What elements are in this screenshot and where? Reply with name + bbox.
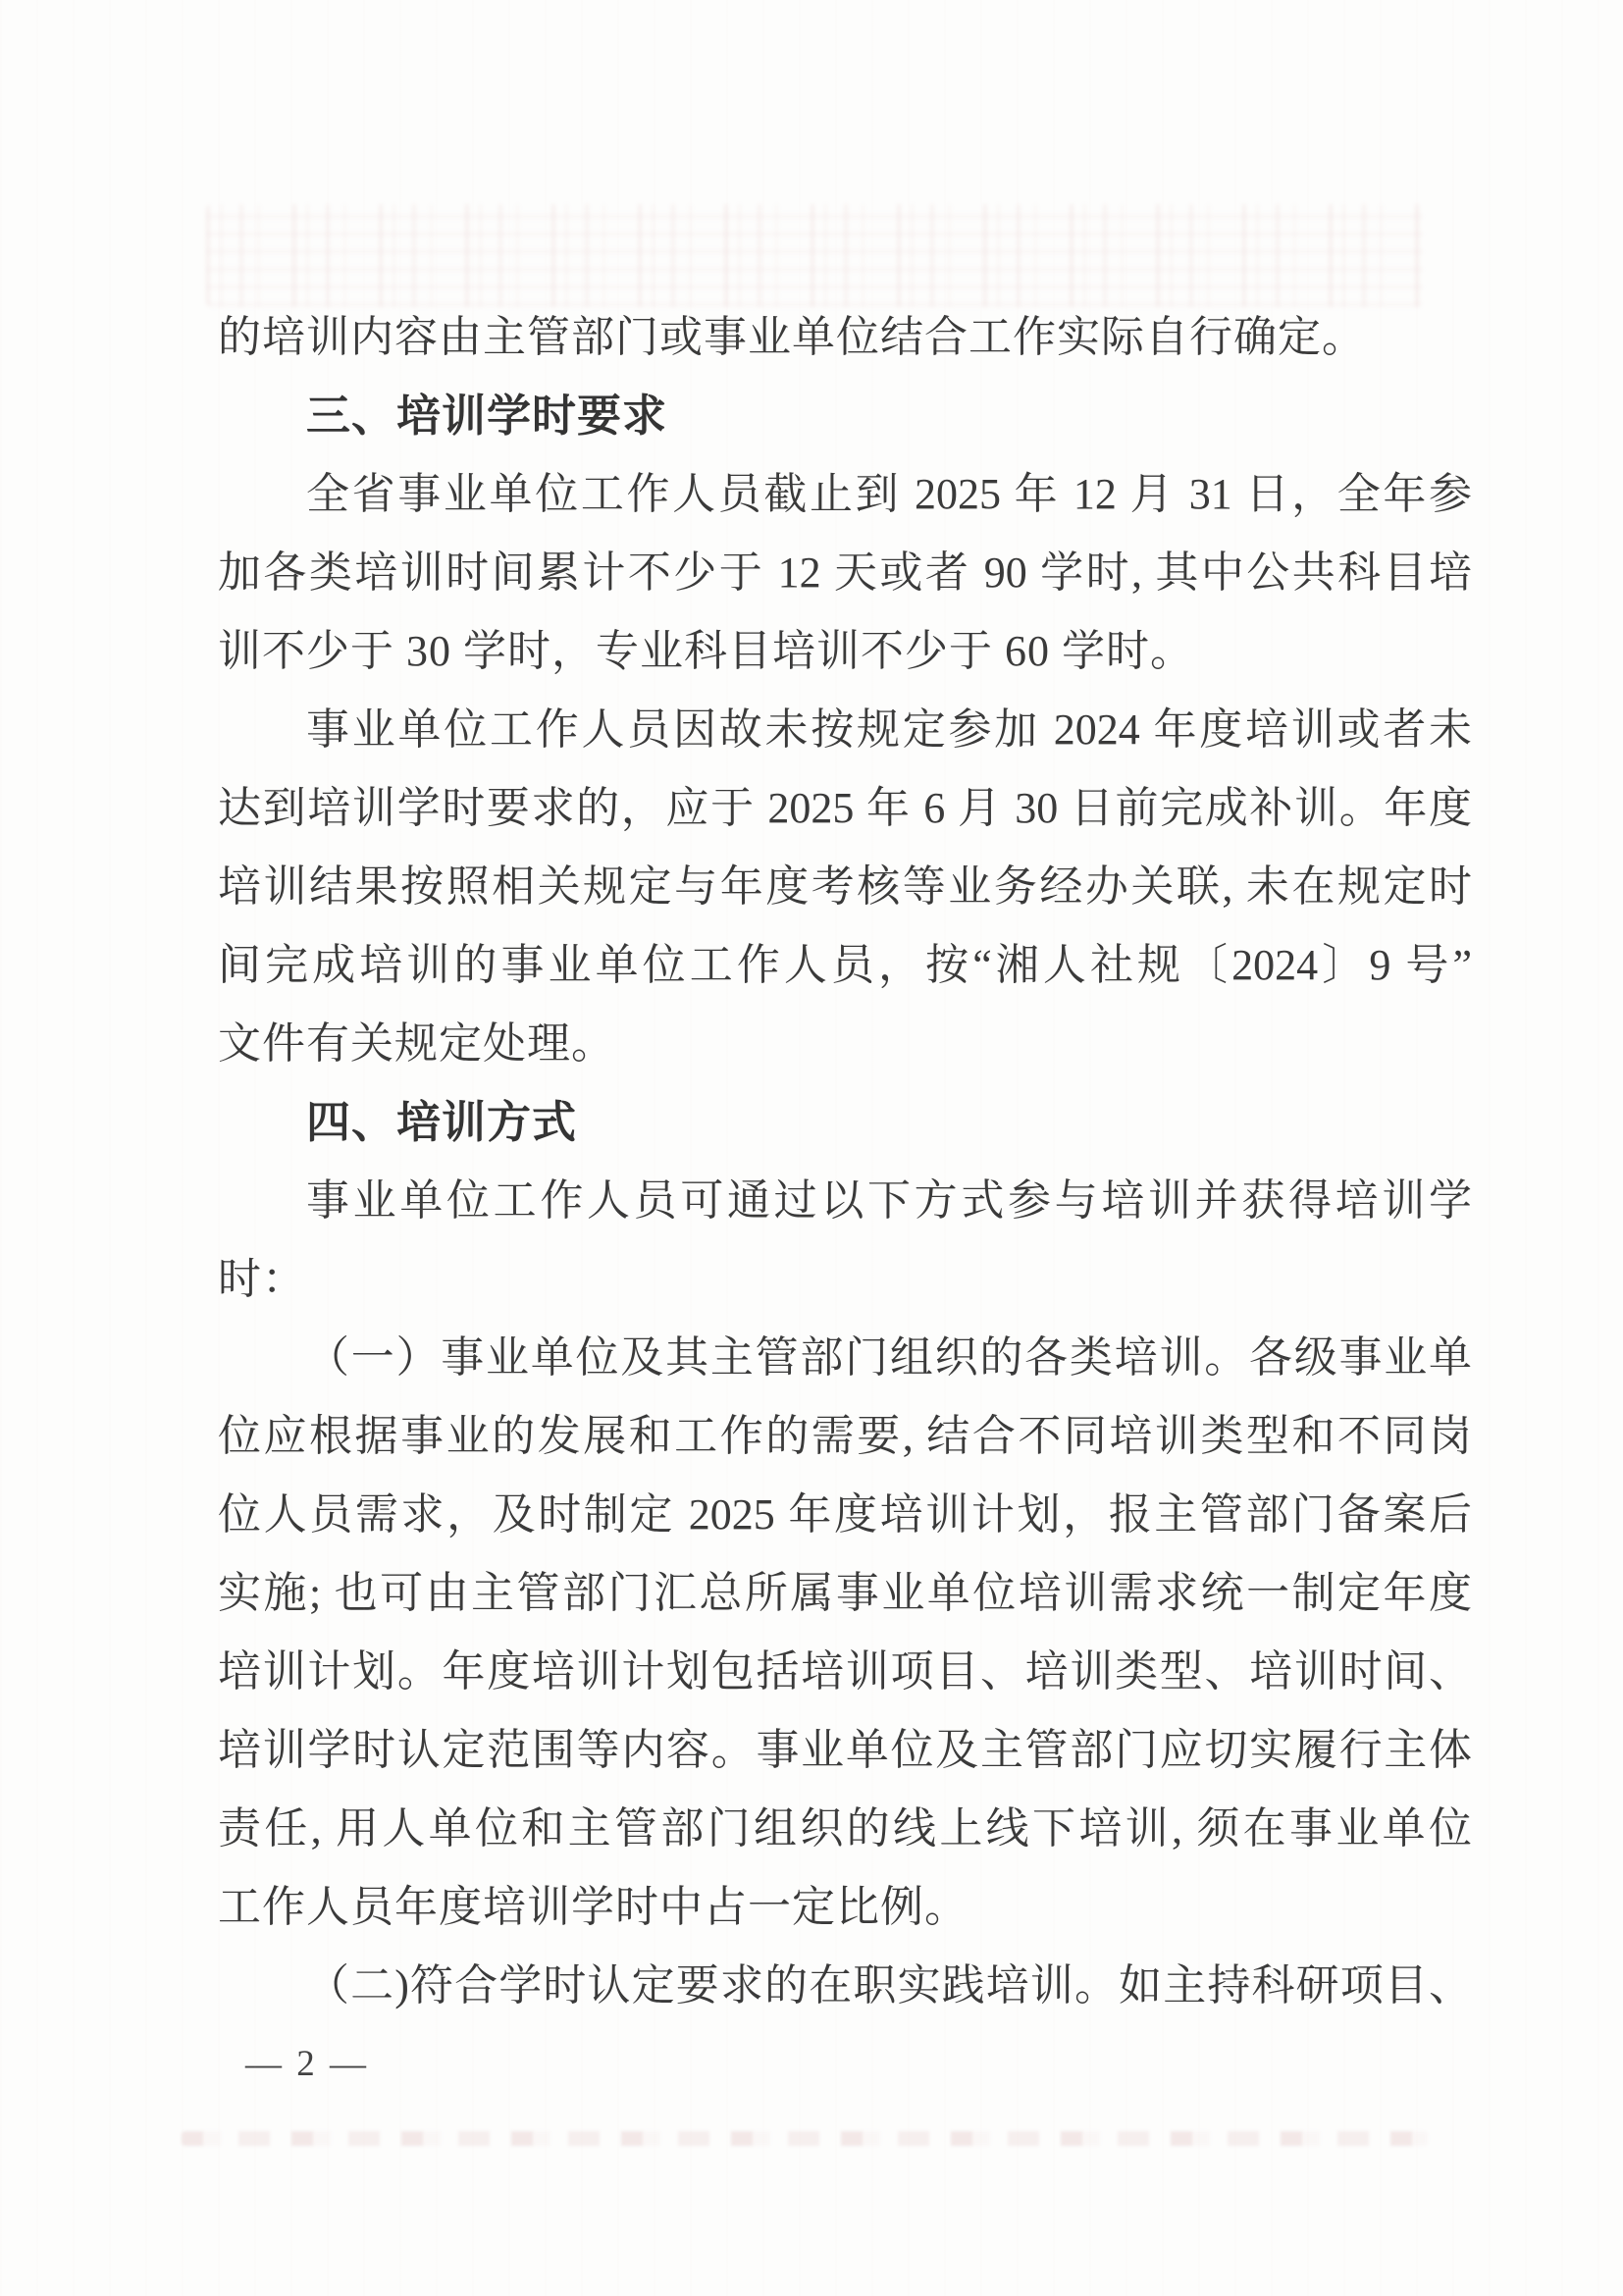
text-line: （二)符合学时认定要求的在职实践培训。如主持科研项目、 [306,1961,1472,2009]
document-body [218,298,1472,2025]
text-line: 事业单位工作人员因故未按规定参加 2024 年度培训或者未 [306,705,1472,754]
bleed-through-watermark [206,204,1423,307]
section-heading-4: 四、培训方式 [306,1097,578,1147]
text-line: 训不少于 30 学时，专业科目培训不少于 60 学时。 [218,627,1194,675]
text-line: 事业单位工作人员可通过以下方式参与培训并获得培训学 [306,1176,1472,1225]
page-number: — 2 — [245,2044,369,2084]
text-line: 间完成培训的事业单位工作人员，按“湘人社规〔2024〕9 号” [218,941,1472,989]
text-line: 全省事业单位工作人员截止到 2025 年 12 月 31 日，全年参 [306,470,1472,518]
text-line: 责任, 用人单位和主管部门组织的线上线下培训, 须在事业单位 [218,1804,1472,1852]
text-line: 加各类培训时间累计不少于 12 天或者 90 学时, 其中公共科目培 [218,548,1472,597]
section-heading-3: 三、培训学时要求 [306,391,668,441]
text-line: 位应根据事业的发展和工作的需要, 结合不同培训类型和不同岗 [218,1412,1472,1460]
text-line: 培训结果按照相关规定与年度考核等业务经办关联, 未在规定时 [218,862,1472,911]
text-line: 工作人员年度培训学时中占一定比例。 [218,1883,969,1931]
text-line: 培训计划。年度培训计划包括培训项目、培训类型、培训时间、 [218,1647,1472,1696]
text-line: 的培训内容由主管部门或事业单位结合工作实际自行确定。 [218,313,1366,361]
text-line: （一）事业单位及其主管部门组织的各类培训。各级事业单 [306,1333,1472,1382]
text-line: 实施; 也可由主管部门汇总所属事业单位培训需求统一制定年度 [218,1569,1472,1617]
text-line: 文件有关规定处理。 [218,1019,615,1068]
text-line: 位人员需求，及时制定 2025 年度培训计划，报主管部门备案后 [218,1490,1472,1539]
text-line: 培训学时认定范围等内容。事业单位及主管部门应切实履行主体 [218,1726,1472,1774]
text-line: 达到培训学时要求的，应于 2025 年 6 月 30 日前完成补训。年度 [218,784,1472,832]
text-line: 时： [218,1255,306,1303]
bleed-through-smear [182,2131,1428,2146]
